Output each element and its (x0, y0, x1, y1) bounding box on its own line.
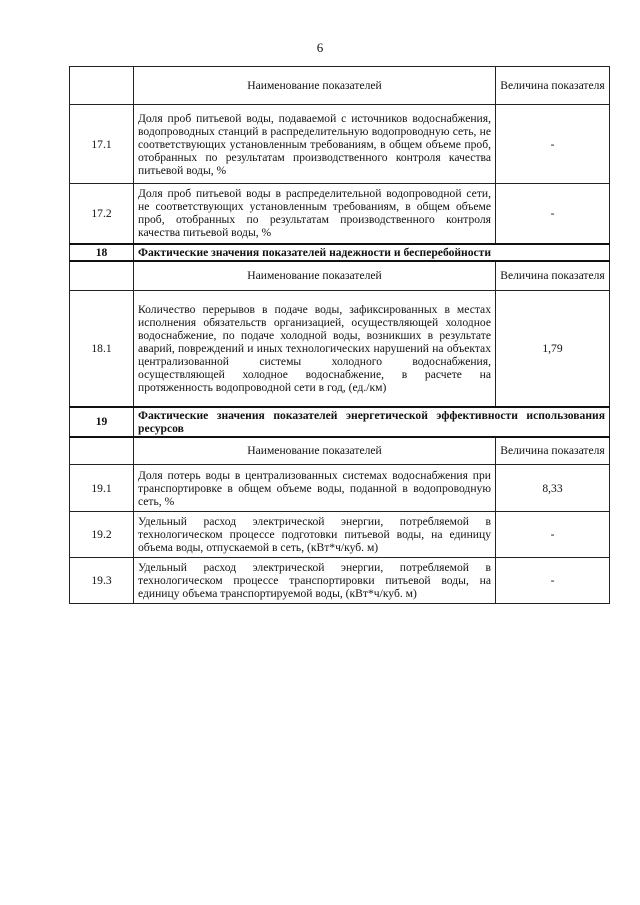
row-value: 8,33 (496, 465, 610, 512)
table-row (70, 105, 610, 184)
header-value: Величина показателя (496, 437, 610, 465)
table-row (70, 465, 610, 512)
header-name: Наименование показателей (134, 67, 496, 105)
row-description: Доля проб питьевой воды, подаваемой с источников водоснабжения, водопроводных станций в распределительную водопроводную сеть, не соответствующих установленным требованиям, в общем объеме проб, отобранных по результатам производственного контроля качества питьевой воды, % (134, 105, 496, 184)
row-value: - (496, 184, 610, 244)
indicators-table (69, 66, 610, 604)
table-row (70, 184, 610, 244)
header-num-cell (70, 437, 134, 465)
table-row (70, 291, 610, 407)
header-name: Наименование показателей (134, 437, 496, 465)
page-number: 6 (316, 40, 324, 55)
row-number: 19.3 (70, 558, 134, 604)
row-value: 1,79 (496, 291, 610, 407)
table-row (70, 558, 610, 604)
row-value: - (496, 558, 610, 604)
section-title: Фактические значения показателей надежности и бесперебойности (134, 244, 610, 261)
row-number: 18.1 (70, 291, 134, 407)
header-value: Величина показателя (496, 67, 610, 105)
table-header-row (70, 437, 610, 465)
row-number: 19.1 (70, 465, 134, 512)
section-number: 18 (70, 244, 134, 261)
row-description: Удельный расход электрической энергии, потребляемой в технологическом процессе транспортировки питьевой воды, на единицу объема транспортируемой воды, (кВт*ч/куб. м) (134, 558, 496, 604)
row-value: - (496, 512, 610, 558)
header-name: Наименование показателей (134, 261, 496, 291)
row-description: Количество перерывов в подаче воды, зафиксированных в местах исполнения обязательств организацией, осуществляющей холодное водоснабжение, по подаче холодной воды, возникших в результате аварий, повреждений и иных технологических нарушений на объектах централизованной системы холодного водоснабжения, осуществляющей холодное водоснабжение, в расчете на протяженность водопроводной сети в год, (ед./км) (134, 291, 496, 407)
section-title: Фактические значения показателей энергетической эффективности использования ресурсов (134, 407, 610, 437)
table-header-row (70, 261, 610, 291)
header-num-cell (70, 67, 134, 105)
section-number: 19 (70, 407, 134, 437)
row-number: 19.2 (70, 512, 134, 558)
table-header-row (70, 67, 610, 105)
row-number: 17.2 (70, 184, 134, 244)
section-row (70, 407, 610, 437)
section-row (70, 244, 610, 261)
row-value: - (496, 105, 610, 184)
row-description: Доля потерь воды в централизованных системах водоснабжения при транспортировке в общем объеме воды, поданной в водопроводную сеть, % (134, 465, 496, 512)
header-value: Величина показателя (496, 261, 610, 291)
table-row (70, 512, 610, 558)
header-num-cell (70, 261, 134, 291)
row-description: Удельный расход электрической энергии, потребляемой в технологическом процессе подготовки питьевой воды, на единицу объема воды, отпускаемой в сеть, (кВт*ч/куб. м) (134, 512, 496, 558)
row-number: 17.1 (70, 105, 134, 184)
row-description: Доля проб питьевой воды в распределительной водопроводной сети, не соответствующих установленным требованиям, в общем объеме проб, отобранных по результатам производственного контроля качества питьевой воды, % (134, 184, 496, 244)
